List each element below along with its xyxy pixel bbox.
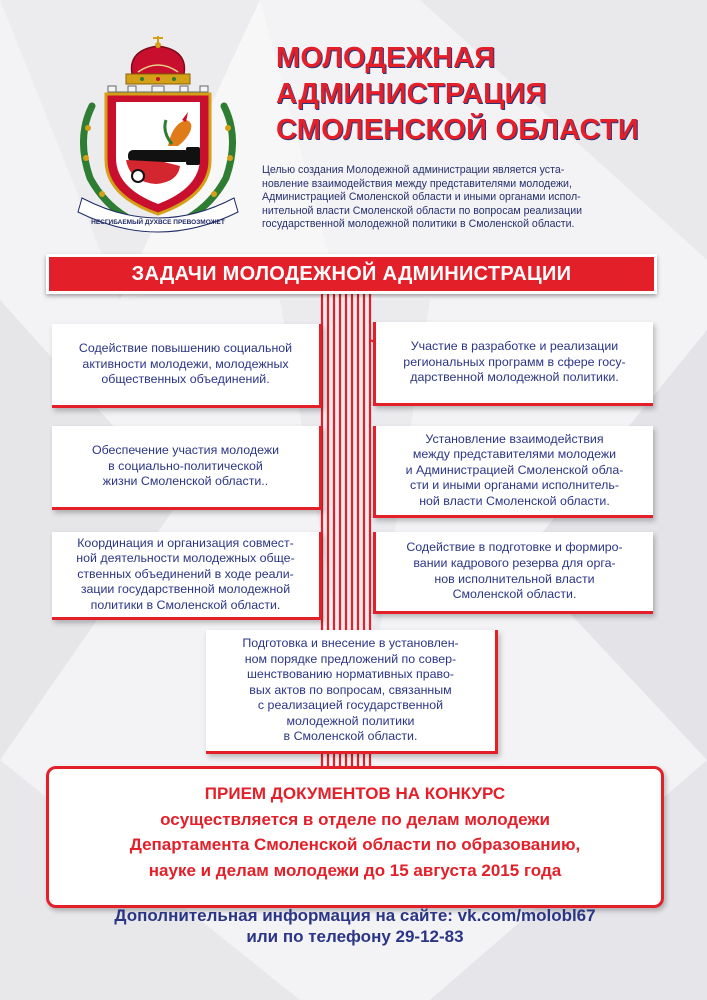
task-card-legal-proposals <box>206 630 498 754</box>
contact-website: Дополнительная информация на сайте: vk.com/molobl67 <box>114 906 596 925</box>
task-line: между представителями молодежи <box>412 447 617 462</box>
notice-line: осуществляется в отделе по делам молодежи <box>160 809 550 829</box>
crown-icon <box>126 36 190 84</box>
task-line: шенствованию нормативных право- <box>246 667 454 682</box>
task-line: в Смоленской области. <box>283 729 418 744</box>
task-line: вании кадрового резерва для орга- <box>413 555 616 570</box>
intro-paragraph <box>262 164 642 232</box>
notice-line: науке и делам молодежи до 15 августа 2015 года <box>148 860 562 880</box>
task-line: и Администрацией Смоленской обла- <box>405 462 624 477</box>
intro-line: Целью создания Молодежной администрации является уста- <box>262 164 565 176</box>
task-line: Содействие в подготовке и формиро- <box>406 540 623 555</box>
contact-phone: или по телефону 29-12-83 <box>246 927 464 946</box>
task-line: дарственной молодежной политики. <box>410 370 619 385</box>
smolensk-coat-of-arms-icon <box>68 28 248 234</box>
intro-line: нительной власти Смоленской области по вопросам реализации <box>262 204 583 217</box>
task-card-interaction <box>373 426 653 518</box>
task-line: нов исполнительной власти <box>434 571 595 586</box>
task-line: общественных объединений. <box>101 372 270 387</box>
notice-heading: ПРИЕМ ДОКУМЕНТОВ НА КОНКУРС <box>204 784 506 803</box>
emblem-ribbon-text: НЕСГИБАЕМЫЙ ДУХВСЕ ПРЕВОЗМОЖЕТ <box>91 219 225 226</box>
title-line-3: СМОЛЕНСКОЙ ОБЛАСТИ <box>276 114 639 146</box>
title-line-2: АДМИНИСТРАЦИЯ <box>276 78 547 110</box>
notice-line: Департамента Смоленской области по образованию, <box>129 835 581 854</box>
task-card-personnel-reserve <box>373 532 653 614</box>
title-line-1: МОЛОДЕЖНАЯ <box>276 42 496 74</box>
task-line: активности молодежи, молодежных <box>82 356 289 371</box>
task-card-coordination <box>52 532 322 620</box>
task-line: зации государственной молодежной <box>80 582 291 597</box>
task-line: Участие в разработке и реализации <box>410 339 619 354</box>
task-line: политики в Смоленской области. <box>90 597 281 612</box>
task-line: с реализацией государственной <box>257 698 444 713</box>
task-card-political-life <box>52 426 322 510</box>
task-line: жизни Смоленской области.. <box>102 474 269 489</box>
task-line: ном порядке предложений по совер- <box>244 651 457 666</box>
task-line: сти и иными органами исполнитель- <box>410 478 619 493</box>
tasks-banner: ЗАДАЧИ МОЛОДЕЖНОЙ АДМИНИСТРАЦИИ <box>46 254 657 294</box>
task-card-social-activity <box>52 324 322 408</box>
intro-line: Администрацией Смоленской области и иными органами испол- <box>262 191 581 204</box>
task-line: молодежной политики <box>286 713 415 728</box>
task-card-regional-programs <box>373 322 653 406</box>
task-line: ной власти Смоленской области. <box>419 493 610 508</box>
task-line: в социально-политической <box>108 458 263 473</box>
task-line: Смоленской области. <box>452 587 577 602</box>
task-line: региональных программ в сфере госу- <box>403 354 626 369</box>
intro-line: государственной молодежной политики в Смоленской области. <box>262 218 575 231</box>
task-line: Обеспечение участия молодежи <box>91 443 280 458</box>
intro-line: новление взаимодействия между представителями молодежи, <box>262 177 572 190</box>
task-line: ной деятельности молодежных обще- <box>76 551 295 566</box>
task-line: Установление взаимодействия <box>425 431 604 446</box>
documents-notice <box>46 766 664 908</box>
task-line: вых актов по вопросам, связанным <box>249 682 452 697</box>
task-line: Координация и организация совмест- <box>77 535 294 550</box>
task-line: Содействие повышению социальной <box>78 341 293 356</box>
contact-info <box>60 905 650 947</box>
task-line: ственных объединений в ходе реали- <box>77 566 294 581</box>
task-line: Подготовка и внесение в установлен- <box>242 635 459 650</box>
page-title <box>276 40 696 148</box>
